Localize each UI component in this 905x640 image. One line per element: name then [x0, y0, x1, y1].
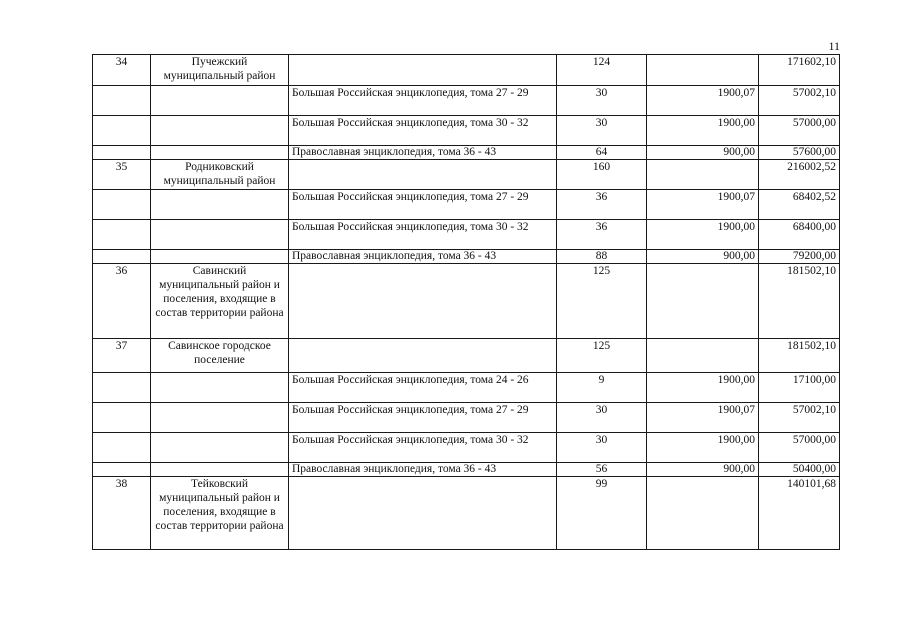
publication-title: Православная энциклопедия, тома 36 - 43 — [289, 250, 557, 264]
table-row — [93, 86, 840, 116]
quantity: 36 — [557, 220, 647, 250]
row-number — [93, 403, 151, 433]
page-number: 11 — [828, 39, 840, 53]
table-row — [93, 339, 840, 373]
municipality-name — [151, 463, 289, 477]
unit-price — [647, 339, 759, 373]
sum: 68400,00 — [759, 220, 840, 250]
row-number: 35 — [93, 160, 151, 190]
publication-title — [289, 264, 557, 339]
row-number — [93, 220, 151, 250]
unit-price — [647, 160, 759, 190]
sum: 57002,10 — [759, 86, 840, 116]
table-row — [93, 146, 840, 160]
sum: 50400,00 — [759, 463, 840, 477]
table-row — [93, 477, 840, 550]
publication-title — [289, 160, 557, 190]
row-number: 34 — [93, 55, 151, 86]
row-number — [93, 463, 151, 477]
municipality-name — [151, 433, 289, 463]
quantity: 36 — [557, 190, 647, 220]
row-number: 38 — [93, 477, 151, 550]
publication-title: Большая Российская энциклопедия, тома 30 - 32 — [289, 116, 557, 146]
unit-price: 1900,00 — [647, 116, 759, 146]
sum: 181502,10 — [759, 264, 840, 339]
publication-title: Большая Российская энциклопедия, тома 27 - 29 — [289, 190, 557, 220]
row-number — [93, 116, 151, 146]
municipality-name: Савинское городское поселение — [151, 339, 289, 373]
publication-title: Большая Российская энциклопедия, тома 27 - 29 — [289, 403, 557, 433]
quantity: 30 — [557, 433, 647, 463]
publication-title — [289, 55, 557, 86]
row-number — [93, 86, 151, 116]
quantity: 9 — [557, 373, 647, 403]
row-number — [93, 190, 151, 220]
municipality-name — [151, 403, 289, 433]
municipality-name: Тейковский муниципальный район и поселения, входящие в состав территории района — [151, 477, 289, 550]
quantity: 30 — [557, 116, 647, 146]
unit-price — [647, 264, 759, 339]
row-number: 36 — [93, 264, 151, 339]
table-row — [93, 190, 840, 220]
unit-price: 900,00 — [647, 146, 759, 160]
sum: 171602,10 — [759, 55, 840, 86]
row-number — [93, 433, 151, 463]
table-row — [93, 264, 840, 339]
quantity: 30 — [557, 403, 647, 433]
row-number — [93, 146, 151, 160]
unit-price: 1900,07 — [647, 190, 759, 220]
quantity: 30 — [557, 86, 647, 116]
publication-title: Большая Российская энциклопедия, тома 24 - 26 — [289, 373, 557, 403]
municipality-name — [151, 86, 289, 116]
row-number — [93, 373, 151, 403]
municipality-name — [151, 220, 289, 250]
publication-title: Православная энциклопедия, тома 36 - 43 — [289, 463, 557, 477]
table-row — [93, 403, 840, 433]
sum: 57000,00 — [759, 433, 840, 463]
table-row — [93, 463, 840, 477]
municipality-name — [151, 373, 289, 403]
municipality-name — [151, 146, 289, 160]
table-row — [93, 433, 840, 463]
municipality-name: Савинский муниципальный район и поселения, входящие в состав территории района — [151, 264, 289, 339]
sum: 57600,00 — [759, 146, 840, 160]
sum: 181502,10 — [759, 339, 840, 373]
table-row — [93, 373, 840, 403]
sum: 140101,68 — [759, 477, 840, 550]
quantity: 99 — [557, 477, 647, 550]
publication-title — [289, 477, 557, 550]
allocation-table — [92, 54, 840, 550]
table-row — [93, 250, 840, 264]
municipality-name: Пучежский муниципальный район — [151, 55, 289, 86]
unit-price — [647, 477, 759, 550]
unit-price: 900,00 — [647, 250, 759, 264]
quantity: 160 — [557, 160, 647, 190]
quantity: 56 — [557, 463, 647, 477]
table-row — [93, 160, 840, 190]
municipality-name — [151, 190, 289, 220]
row-number — [93, 250, 151, 264]
publication-title: Большая Российская энциклопедия, тома 27 - 29 — [289, 86, 557, 116]
sum: 57002,10 — [759, 403, 840, 433]
sum: 17100,00 — [759, 373, 840, 403]
table-row — [93, 116, 840, 146]
publication-title: Большая Российская энциклопедия, тома 30 - 32 — [289, 433, 557, 463]
quantity: 64 — [557, 146, 647, 160]
sum: 79200,00 — [759, 250, 840, 264]
quantity: 88 — [557, 250, 647, 264]
row-number: 37 — [93, 339, 151, 373]
municipality-name — [151, 116, 289, 146]
unit-price: 900,00 — [647, 463, 759, 477]
quantity: 124 — [557, 55, 647, 86]
municipality-name — [151, 250, 289, 264]
sum: 68402,52 — [759, 190, 840, 220]
publication-title — [289, 339, 557, 373]
unit-price: 1900,00 — [647, 220, 759, 250]
publication-title: Большая Российская энциклопедия, тома 30 - 32 — [289, 220, 557, 250]
unit-price: 1900,00 — [647, 433, 759, 463]
table-row — [93, 55, 840, 86]
quantity: 125 — [557, 264, 647, 339]
publication-title: Православная энциклопедия, тома 36 - 43 — [289, 146, 557, 160]
unit-price: 1900,00 — [647, 373, 759, 403]
unit-price: 1900,07 — [647, 403, 759, 433]
unit-price — [647, 55, 759, 86]
quantity: 125 — [557, 339, 647, 373]
table-row — [93, 220, 840, 250]
sum: 216002,52 — [759, 160, 840, 190]
municipality-name: Родниковский муниципальный район — [151, 160, 289, 190]
unit-price: 1900,07 — [647, 86, 759, 116]
sum: 57000,00 — [759, 116, 840, 146]
